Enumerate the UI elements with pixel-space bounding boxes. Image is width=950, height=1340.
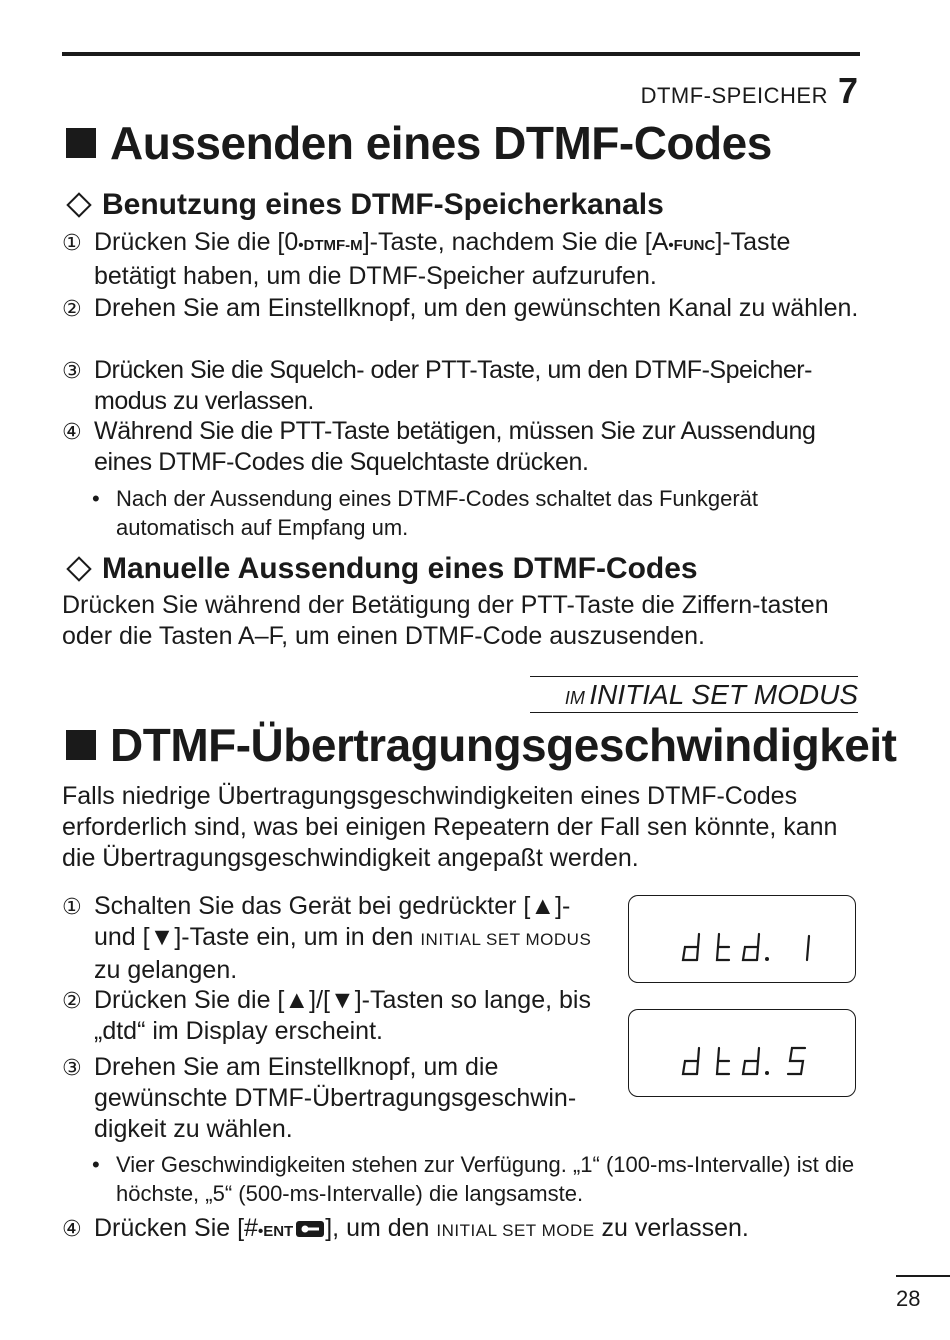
square-bullet-icon (66, 730, 96, 760)
mode-name: INITIAL SET MODE (436, 1221, 595, 1240)
up-arrow-icon: ▲ (284, 986, 310, 1014)
bullet-icon: • (92, 1152, 100, 1177)
step-text-part: ]/[ (309, 986, 330, 1014)
step-number: ③ (62, 1055, 82, 1080)
section-heading-aussenden (62, 116, 772, 170)
step-text (94, 985, 607, 1047)
chapter-title: DTMF-SPEICHER (640, 83, 828, 108)
step-text: Drehen Sie am Einstellknopf, um die gewünschte DTMF-Übertragungsgeschwin-digkeit zu wählen. (94, 1053, 577, 1143)
subheading-speicherkanal (62, 188, 664, 222)
step-text (94, 1213, 862, 1247)
mode-label (530, 676, 858, 713)
paragraph: Drücken Sie während der Betätigung der PTT-Taste die Ziffern-tasten oder die Tasten A–F, um einen DTMF-Code auszusenden. (62, 591, 829, 650)
step-text (94, 227, 862, 292)
step-number: ② (62, 296, 82, 321)
subheading-text: Manuelle Aussendung eines DTMF-Codes (102, 552, 698, 585)
step-number: ③ (62, 358, 82, 383)
step-text-part: ]-und [ (94, 892, 571, 951)
step-text-part: zu verlassen. (594, 1214, 749, 1242)
lcd-segments (629, 896, 855, 982)
section-title: DTMF-Übertragungsgeschwindigkeit (110, 719, 897, 771)
step-number: ② (62, 988, 82, 1013)
key-label: •FUNC (668, 237, 716, 254)
intro-paragraph: Falls niedrige Übertragungsgeschwindigkeiten eines DTMF-Codes erforderlich sind, was bei einigen Repeatern der Fall sen könnte, kann die Übertragungsgeschwindigkeit angepaßt werden. (62, 782, 838, 872)
key-label: •ENT (257, 1223, 294, 1240)
down-arrow-icon: ▼ (149, 923, 175, 951)
list-item (62, 227, 862, 292)
chapter-header (641, 70, 858, 112)
up-arrow-icon: ▲ (530, 892, 556, 920)
chapter-number: 7 (837, 70, 858, 111)
bullet-icon: • (92, 486, 100, 511)
step-number: ④ (62, 419, 82, 444)
section-title: Aussenden eines DTMF-Codes (110, 117, 772, 169)
diamond-icon (66, 192, 91, 217)
mode-name: INITIAL SET MODUS (420, 930, 592, 949)
list-item (62, 416, 862, 478)
header-rule (62, 52, 860, 56)
bullet-text: Nach der Aussendung eines DTMF-Codes schaltet das Funkgerät automatisch auf Empfang um. (116, 486, 758, 540)
subheading-text: Benutzung eines DTMF-Speicherkanals (102, 188, 664, 221)
square-bullet-icon (66, 128, 96, 158)
list-item (62, 1213, 862, 1247)
step-text-part: ], um den (325, 1214, 437, 1242)
step-number: ① (62, 894, 82, 919)
lcd-segments (629, 1010, 855, 1096)
step-text: Drehen Sie am Einstellknopf, um den gewünschten Kanal zu wählen. (94, 294, 859, 322)
lcd-display-5 (628, 1009, 856, 1097)
diamond-icon (66, 556, 91, 581)
mode-text: INITIAL SET MODUS (589, 679, 858, 710)
mode-prefix: IM (564, 688, 585, 708)
key-label: •DTMF-M (298, 237, 363, 254)
step-text: Drücken Sie die Squelch- oder PTT-Taste, um den DTMF-Speicher-modus zu verlassen. (94, 356, 812, 415)
key-lock-icon (295, 1220, 325, 1238)
step-text (94, 891, 607, 986)
lcd-display-1 (628, 895, 856, 983)
step-text-part: Schalten Sie das Gerät bei gedrückter [ (94, 892, 531, 920)
bullet-text: Vier Geschwindigkeiten stehen zur Verfügung. „1“ (100-ms-Intervalle) ist die höchste, „5“ (500-ms-Intervalle) die langsamste. (116, 1152, 855, 1206)
step-number: ① (62, 230, 82, 255)
page-number-rule (896, 1275, 950, 1277)
step-number: ④ (62, 1216, 82, 1241)
step-text-part: ]-Taste ein, um in den (174, 923, 421, 951)
step-text-part: Drücken Sie die [ (94, 986, 285, 1014)
step-text-part: ]-Taste, nachdem Sie die [A (362, 228, 669, 256)
subheading-manuell (62, 552, 698, 586)
step-text: Während Sie die PTT-Taste betätigen, müssen Sie zur Aussendung eines DTMF-Codes die Squelchtaste drücken. (94, 417, 816, 476)
step-text-part: zu gelangen. (94, 956, 238, 984)
list-item (62, 293, 862, 324)
page-number: 28 (896, 1286, 921, 1311)
list-item (62, 1052, 610, 1145)
section-heading-geschwindigkeit (62, 718, 896, 772)
step-text-part: Drücken Sie [# (94, 1214, 258, 1242)
bullet-note (92, 1150, 862, 1208)
bullet-note (92, 484, 862, 542)
list-item (62, 355, 862, 417)
step-text-part: ]-Tasten so lange, bis „dtd“ im Display erscheint. (94, 986, 591, 1045)
list-item (62, 891, 607, 986)
step-text-part: Drücken Sie die [0 (94, 228, 299, 256)
list-item (62, 985, 607, 1047)
step-text-part: ]-Taste betätigt haben, um die DTMF-Speicher aufzurufen. (94, 228, 791, 290)
down-arrow-icon: ▼ (329, 986, 355, 1014)
